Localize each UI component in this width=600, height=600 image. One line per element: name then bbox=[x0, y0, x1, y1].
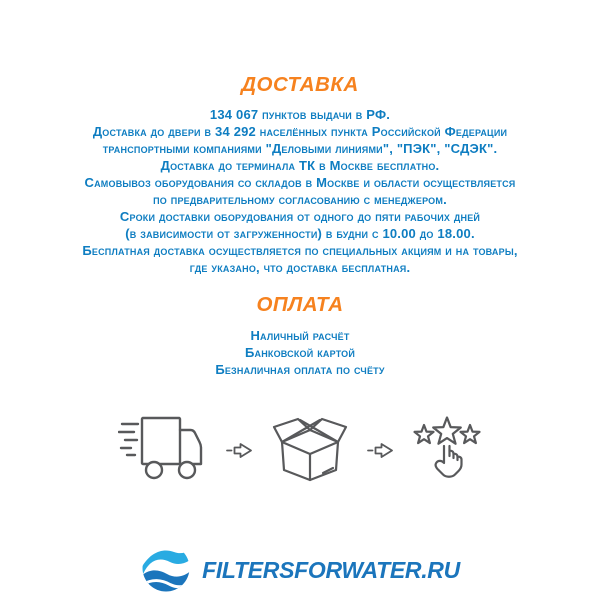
delivery-line: транспортными компаниями "Деловыми линиями", "ПЭК", "СДЭК". bbox=[102, 141, 498, 156]
site-logo[interactable] bbox=[0, 543, 600, 597]
site-name-text: FILTERSFORWATER.RU bbox=[202, 556, 460, 583]
payment-line: Наличный расчёт bbox=[250, 328, 350, 343]
delivery-line: где указано, что доставка бесплатная. bbox=[189, 260, 411, 275]
delivery-section-title: ДОСТАВКА bbox=[241, 73, 359, 96]
delivery-line: по предварительному согласованию с менеджером. bbox=[153, 192, 447, 207]
process-icon-row bbox=[0, 400, 600, 500]
payment-section-title: ОПЛАТА bbox=[256, 293, 344, 316]
delivery-text-block bbox=[0, 106, 600, 276]
open-box-icon bbox=[271, 416, 349, 484]
delivery-line: Сроки доставки оборудования от одного до пяти рабочих дней bbox=[119, 209, 481, 224]
fast-delivery-truck-icon bbox=[118, 410, 208, 490]
delivery-line: Доставка до терминала ТК в Москве бесплатно. bbox=[160, 158, 440, 173]
payment-line: Банковской картой bbox=[244, 345, 356, 360]
arrow-right-icon bbox=[226, 440, 253, 461]
rating-stars-hand-icon bbox=[412, 416, 482, 484]
delivery-line: Доставка до двери в 34 292 населённых пункта Российской Федерации bbox=[92, 124, 508, 139]
delivery-line: (в зависимости от загруженности) в будни с 10.00 до 18.00. bbox=[125, 226, 475, 241]
payment-text-block bbox=[0, 327, 600, 378]
delivery-line: Бесплатная доставка осуществляется по специальных акциям и на товары, bbox=[82, 243, 518, 258]
payment-line: Безналичная оплата по счёту bbox=[215, 362, 385, 377]
delivery-line: Самовывоз оборудования со складов в Москве и области осуществляется bbox=[84, 175, 516, 190]
water-wave-logo-icon bbox=[140, 543, 192, 598]
arrow-right-icon bbox=[367, 440, 394, 461]
delivery-line: 134 067 пунктов выдачи в РФ. bbox=[209, 107, 391, 122]
